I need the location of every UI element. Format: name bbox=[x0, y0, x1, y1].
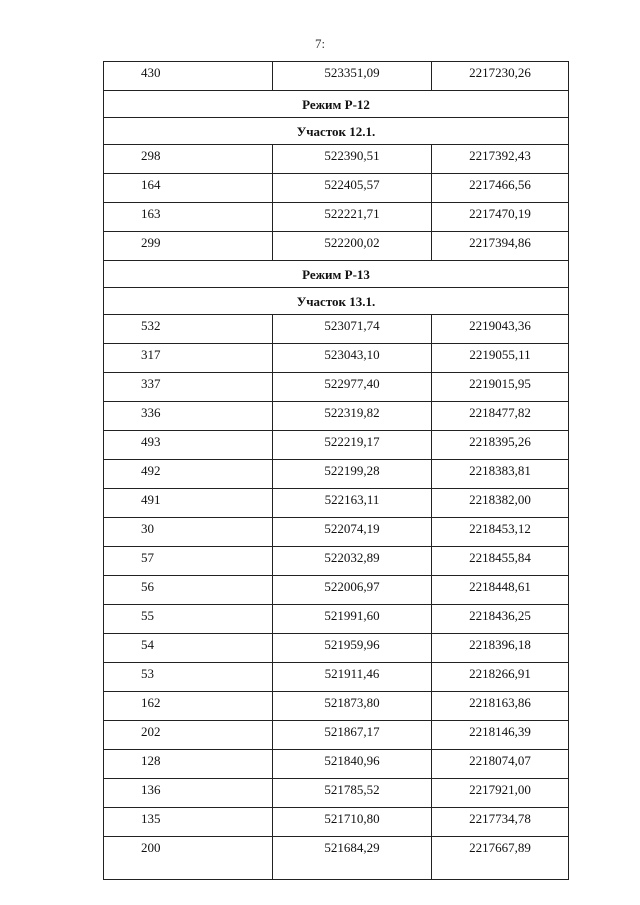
x-coordinate-cell: 522221,71 bbox=[273, 203, 432, 232]
y-coordinate-cell: 2217392,43 bbox=[432, 145, 569, 174]
y-coordinate-cell: 2217921,00 bbox=[432, 779, 569, 808]
y-coordinate-cell: 2218074,07 bbox=[432, 750, 569, 779]
point-number-cell: 162 bbox=[104, 692, 273, 721]
x-coordinate-cell: 521991,60 bbox=[273, 605, 432, 634]
page-number: 7: bbox=[314, 36, 326, 51]
y-coordinate-cell: 2218448,61 bbox=[432, 576, 569, 605]
table-row bbox=[104, 373, 569, 402]
point-number-cell: 202 bbox=[104, 721, 273, 750]
y-coordinate-cell: 2219015,95 bbox=[432, 373, 569, 402]
y-coordinate-cell: 2218453,12 bbox=[432, 518, 569, 547]
point-number-cell: 299 bbox=[104, 232, 273, 261]
table-row bbox=[104, 431, 569, 460]
table-row bbox=[104, 663, 569, 692]
y-coordinate-cell: 2218382,00 bbox=[432, 489, 569, 518]
table-row bbox=[104, 62, 569, 91]
coordinates-table-body bbox=[104, 62, 569, 880]
table-row bbox=[104, 344, 569, 373]
x-coordinate-cell: 523071,74 bbox=[273, 315, 432, 344]
y-coordinate-cell: 2218266,91 bbox=[432, 663, 569, 692]
y-coordinate-cell: 2217466,56 bbox=[432, 174, 569, 203]
y-coordinate-cell: 2218436,25 bbox=[432, 605, 569, 634]
point-number-cell: 336 bbox=[104, 402, 273, 431]
table-row bbox=[104, 605, 569, 634]
table-row bbox=[104, 808, 569, 837]
x-coordinate-cell: 521867,17 bbox=[273, 721, 432, 750]
table-row bbox=[104, 518, 569, 547]
y-coordinate-cell: 2218395,26 bbox=[432, 431, 569, 460]
point-number-cell: 55 bbox=[104, 605, 273, 634]
table-row bbox=[104, 145, 569, 174]
section-label: Режим Р-12 bbox=[104, 91, 569, 118]
x-coordinate-cell: 522319,82 bbox=[273, 402, 432, 431]
point-number-cell: 54 bbox=[104, 634, 273, 663]
x-coordinate-cell: 522200,02 bbox=[273, 232, 432, 261]
section-label: Участок 13.1. bbox=[104, 288, 569, 315]
x-coordinate-cell: 522163,11 bbox=[273, 489, 432, 518]
x-coordinate-cell: 523043,10 bbox=[273, 344, 432, 373]
x-coordinate-cell: 522199,28 bbox=[273, 460, 432, 489]
table-row bbox=[104, 174, 569, 203]
y-coordinate-cell: 2219043,36 bbox=[432, 315, 569, 344]
table-row bbox=[104, 232, 569, 261]
table-row bbox=[104, 460, 569, 489]
x-coordinate-cell: 522405,57 bbox=[273, 174, 432, 203]
y-coordinate-cell: 2218383,81 bbox=[432, 460, 569, 489]
table-row bbox=[104, 203, 569, 232]
point-number-cell: 532 bbox=[104, 315, 273, 344]
y-coordinate-cell: 2217394,86 bbox=[432, 232, 569, 261]
section-label: Участок 12.1. bbox=[104, 118, 569, 145]
point-number-cell: 135 bbox=[104, 808, 273, 837]
y-coordinate-cell: 2218146,39 bbox=[432, 721, 569, 750]
point-number-cell: 430 bbox=[104, 62, 273, 91]
x-coordinate-cell: 523351,09 bbox=[273, 62, 432, 91]
table-row bbox=[104, 547, 569, 576]
point-number-cell: 492 bbox=[104, 460, 273, 489]
x-coordinate-cell: 521710,80 bbox=[273, 808, 432, 837]
point-number-cell: 30 bbox=[104, 518, 273, 547]
x-coordinate-cell: 522006,97 bbox=[273, 576, 432, 605]
table-row bbox=[104, 750, 569, 779]
y-coordinate-cell: 2218455,84 bbox=[432, 547, 569, 576]
table-row bbox=[104, 489, 569, 518]
point-number-cell: 298 bbox=[104, 145, 273, 174]
point-number-cell: 56 bbox=[104, 576, 273, 605]
section-row bbox=[104, 288, 569, 315]
section-label: Режим Р-13 bbox=[104, 261, 569, 288]
x-coordinate-cell: 521840,96 bbox=[273, 750, 432, 779]
table-row bbox=[104, 402, 569, 431]
x-coordinate-cell: 522074,19 bbox=[273, 518, 432, 547]
section-row bbox=[104, 118, 569, 145]
point-number-cell: 163 bbox=[104, 203, 273, 232]
point-number-cell: 164 bbox=[104, 174, 273, 203]
y-coordinate-cell: 2218163,86 bbox=[432, 692, 569, 721]
x-coordinate-cell: 522219,17 bbox=[273, 431, 432, 460]
y-coordinate-cell: 2219055,11 bbox=[432, 344, 569, 373]
table-row bbox=[104, 315, 569, 344]
point-number-cell: 128 bbox=[104, 750, 273, 779]
point-number-cell: 317 bbox=[104, 344, 273, 373]
y-coordinate-cell: 2217734,78 bbox=[432, 808, 569, 837]
point-number-cell: 337 bbox=[104, 373, 273, 402]
table-row bbox=[104, 779, 569, 808]
x-coordinate-cell: 521785,52 bbox=[273, 779, 432, 808]
point-number-cell: 136 bbox=[104, 779, 273, 808]
section-row bbox=[104, 261, 569, 288]
x-coordinate-cell: 522977,40 bbox=[273, 373, 432, 402]
coordinates-table bbox=[103, 61, 569, 880]
y-coordinate-cell: 2217230,26 bbox=[432, 62, 569, 91]
x-coordinate-cell: 521911,46 bbox=[273, 663, 432, 692]
table-row bbox=[104, 576, 569, 605]
point-number-cell: 493 bbox=[104, 431, 273, 460]
x-coordinate-cell: 521684,29 bbox=[273, 837, 432, 880]
point-number-cell: 57 bbox=[104, 547, 273, 576]
table-row bbox=[104, 721, 569, 750]
x-coordinate-cell: 521873,80 bbox=[273, 692, 432, 721]
table-row bbox=[104, 692, 569, 721]
y-coordinate-cell: 2218396,18 bbox=[432, 634, 569, 663]
point-number-cell: 200 bbox=[104, 837, 273, 880]
x-coordinate-cell: 522032,89 bbox=[273, 547, 432, 576]
point-number-cell: 53 bbox=[104, 663, 273, 692]
x-coordinate-cell: 522390,51 bbox=[273, 145, 432, 174]
table-row bbox=[104, 837, 569, 880]
x-coordinate-cell: 521959,96 bbox=[273, 634, 432, 663]
y-coordinate-cell: 2217470,19 bbox=[432, 203, 569, 232]
table-row bbox=[104, 634, 569, 663]
section-row bbox=[104, 91, 569, 118]
y-coordinate-cell: 2218477,82 bbox=[432, 402, 569, 431]
y-coordinate-cell: 2217667,89 bbox=[432, 837, 569, 880]
point-number-cell: 491 bbox=[104, 489, 273, 518]
